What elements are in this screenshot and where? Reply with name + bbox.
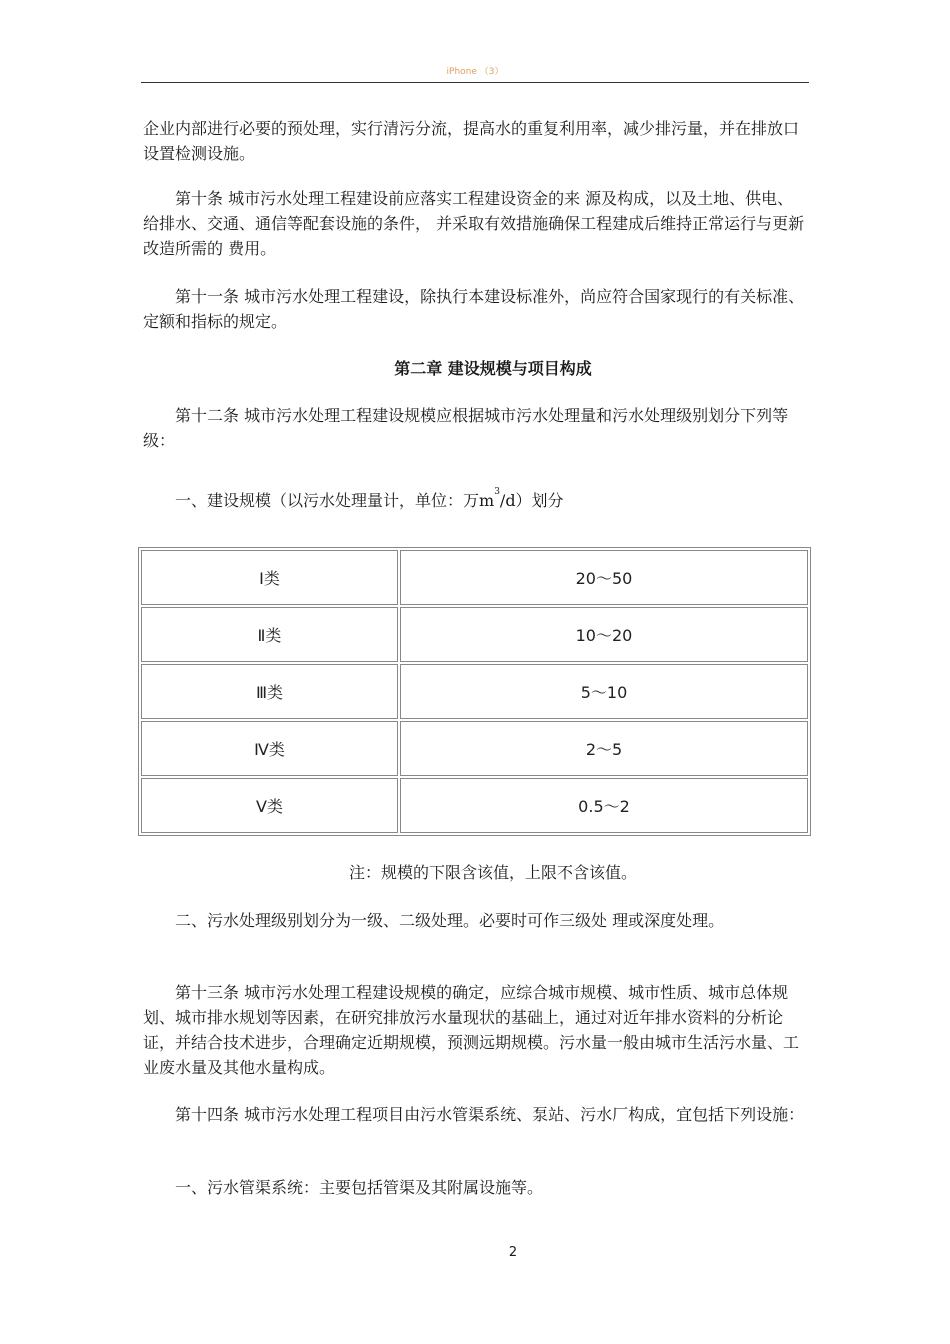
table-row bbox=[141, 664, 808, 719]
table-cell-value: 20～50 bbox=[400, 550, 808, 605]
table-row bbox=[141, 607, 808, 662]
paragraph-continued: 企业内部进行必要的预处理，实行清污分流，提高水的重复利用率，减少排污量，并在排放口设置检测设施。 bbox=[143, 119, 800, 163]
table-cell-category: Ⅱ类 bbox=[141, 607, 398, 662]
table-cell-value: 2～5 bbox=[400, 721, 808, 776]
scale-heading-text-end: /d）划分 bbox=[499, 491, 564, 510]
table-cell-value: 10～20 bbox=[400, 607, 808, 662]
table-row bbox=[141, 778, 808, 833]
article-14: 第十四条 城市污水处理工程项目由污水管渠系统、泵站、污水厂构成，宜包括下列设施： bbox=[175, 1105, 805, 1124]
item-1-paragraph: 一、污水管渠系统：主要包括管渠及其附属设施等。 bbox=[175, 1178, 544, 1197]
table-row bbox=[141, 721, 808, 776]
table-cell-value: 0.5～2 bbox=[400, 778, 808, 833]
article-13: 第十三条 城市污水处理工程建设规模的确定，应综合城市规模、城市性质、城市总体规划、城市排水规划等因素，在研究排放污水量现状的基础上，通过对近年排水资料的分析论证，并结合技术进步，合理确定近期规模，预测远期规模。污水量一般由城市生活污水量、工业废水量及其他水量构成。 bbox=[143, 983, 800, 1077]
table-note: 注：规模的下限含该值，上限不含该值。 bbox=[348, 863, 637, 882]
treatment-level-paragraph: 二、污水处理级别划分为一级、二级处理。必要时可作三级处 理或深度处理。 bbox=[175, 911, 725, 930]
table-cell-category: Ⅳ类 bbox=[141, 721, 398, 776]
chapter-title: 第二章 建设规模与项目构成 bbox=[394, 359, 592, 378]
table-cell-category: Ⅰ类 bbox=[141, 550, 398, 605]
scale-heading-text: 一、建设规模（以污水处理量计，单位：万m bbox=[175, 491, 495, 510]
scale-table bbox=[138, 547, 811, 836]
table-cell-category: Ⅲ类 bbox=[141, 664, 398, 719]
unit-superscript: 3 bbox=[494, 487, 500, 497]
article-10: 第十条 城市污水处理工程建设前应落实工程建设资金的来 源及构成，以及土地、供电、给排水、交通、通信等配套设施的条件， 并采取有效措施确保工程建成后维持正常运行与更新改造所需的 费用。 bbox=[143, 189, 805, 258]
page-number: 2 bbox=[508, 1245, 518, 1260]
article-11: 第十一条 城市污水处理工程建设，除执行本建设标准外，尚应符合国家现行的有关标准、定额和指标的规定。 bbox=[143, 287, 805, 331]
table-row bbox=[141, 550, 808, 605]
table-cell-category: Ⅴ类 bbox=[141, 778, 398, 833]
table-cell-value: 5～10 bbox=[400, 664, 808, 719]
article-12: 第十二条 城市污水处理工程建设规模应根据城市污水处理量和污水处理级别划分下列等级： bbox=[143, 406, 789, 450]
scale-heading bbox=[143, 488, 809, 513]
page-header: iPhone （3） bbox=[141, 62, 809, 83]
